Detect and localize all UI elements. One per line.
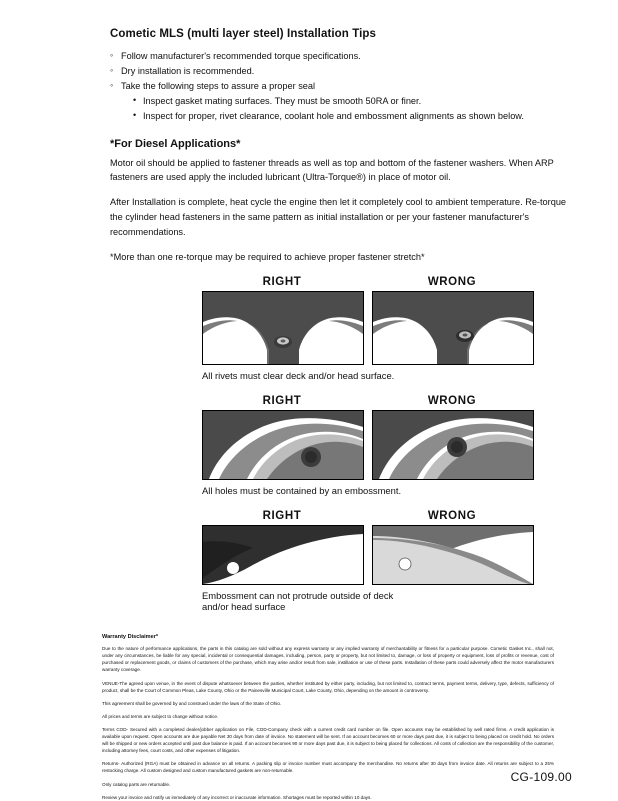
figure-right-rivets	[202, 276, 362, 365]
warranty-paragraph: Review your invoice and notify us immediately of any incorrect or inaccurate information. Shortages must be reported within 10 days.	[102, 794, 372, 800]
warranty-paragraph: Terms COD- Secured with a completed dealer/jobber application on File, COD-Company check with a current credit card number on file. Open accounts may be established by well rated firms. A credit application is available upon request. Open accounts are due payable Net 30 days from date of invoice. No statement will be sent. If an account becomes 60 or more days past due, it is subject to being placed on credit hold. No orders will be shipped or new orders accepted until past due balance is paid. If an account becomes 90 or more days past due, it is subject to being placed for collections. All costs of collection are the responsibility of the customer, including attorney fees, court costs, and other expenses of litigation.	[102, 726, 554, 754]
figure-row-rivets	[202, 276, 576, 365]
page-title: Cometic MLS (multi layer steel) Installation Tips	[110, 28, 377, 40]
figure-caption-protrusion: Embossment can not protrude outside of deck and/or head surface	[202, 590, 394, 613]
figure-image-wrong-rivets	[372, 291, 534, 365]
section-heading-diesel: *For Diesel Applications*	[110, 137, 241, 150]
figure-label-right: RIGHT	[262, 510, 302, 523]
figure-label-wrong: WRONG	[427, 510, 477, 523]
figure-wrong-protrusion	[372, 510, 532, 585]
figure-wrong-rivets	[372, 276, 532, 365]
figure-image-wrong-protrusion	[372, 525, 534, 585]
warranty-paragraph: Only catalog parts are returnable.	[102, 781, 171, 787]
list-item: ◦ Follow manufacturer's recommended torque specifications.	[110, 49, 576, 64]
paragraph-motor-oil: Motor oil should be applied to fastener threads as well as top and bottom of the fastener washers. When ARP fasteners are used apply the included lubricant (Ultra-Torque®) in place of motor oil.	[110, 157, 554, 183]
warranty-paragraph: All prices and terms are subject to change without notice.	[102, 713, 219, 719]
figure-caption-rivets: All rivets must clear deck and/or head surface.	[202, 370, 395, 382]
installation-sub-list	[121, 94, 576, 124]
figure-image-right-embossment	[202, 410, 364, 480]
figure-label-wrong: WRONG	[427, 395, 477, 408]
part-number: CG-109.00	[510, 770, 572, 784]
warranty-paragraph: VENUE-The agreed upon venue, in the event of dispute whatsoever between the parties, whether instituted by either party, including, but not limited to, contract terms, payment terms, delivery, type, defects, sufficiency of product, shall be the Court of Common Pleas, Lake County, Ohio or the Painesville Municipal Court, Lake County, Ohio, depending on the amount in controversy.	[102, 680, 554, 693]
figure-label-right: RIGHT	[262, 276, 302, 289]
warranty-heading: Warranty Disclaimer*	[102, 634, 159, 641]
paragraph-heat-cycle: After Installation is complete, heat cycle the engine then let it completely cool to ambient temperature. Re-torque the cylinder head fasteners in the same pattern as initial installation or per your fastener manufacturer's recommendations.	[110, 197, 567, 238]
figure-wrong-embossment	[372, 395, 532, 480]
figure-image-wrong-embossment	[372, 410, 534, 480]
figure-label-right: RIGHT	[262, 395, 302, 408]
warranty-paragraph: This agreement shall be governed by and construed under the laws of the State of Ohio.	[102, 700, 282, 706]
paragraph-retorque-note: *More than one re-torque may be required to achieve proper fastener stretch*	[110, 252, 425, 263]
list-item: • Inspect for proper, rivet clearance, coolant hole and embossment alignments as shown below.	[133, 109, 576, 124]
list-item	[110, 79, 576, 124]
figure-label-wrong: WRONG	[427, 276, 477, 289]
warranty-paragraph: Due to the nature of performance applications, the parts in this catalog are sold without any express warranty or any implied warranty of merchantability or fitness for a particular purpose. Cometic Gasket Inc., shall not, under any circumstances, be liable for any special, incidental or consequential damages, including, person, party or property, but not limited to, damage, or loss of property or equipment, loss of profits or revenue, cost of purchased or replacement goods, or claims of customers of the purchase, which may arise and/or result from sale, instillation or use of these parts. Installation of these parts could adversely affect the motor manufacturers warranty coverage.	[102, 646, 554, 673]
figure-group	[110, 276, 576, 612]
figure-image-right-rivets	[202, 291, 364, 365]
warranty-section	[102, 634, 554, 801]
list-item: ◦ Dry installation is recommended.	[110, 64, 576, 79]
figure-right-protrusion	[202, 510, 362, 585]
list-item-label: Take the following steps to assure a proper seal	[121, 80, 316, 91]
list-item: • Inspect gasket mating surfaces. They must be smooth 50RA or finer.	[133, 94, 576, 109]
figure-row-protrusion	[202, 510, 576, 585]
figure-right-embossment	[202, 395, 362, 480]
figure-row-embossment	[202, 395, 576, 480]
warranty-paragraph: Returns- Authorized (RGA) must be obtained in advance on all returns. A packing slip or invoice number must accompany the merchandise. No returns after 30 days from invoice date. All returns are subject to a 25% restocking charge. All custom designed and custom manufactured gaskets are non-returnable.	[102, 761, 554, 774]
figure-caption-embossment: All holes must be contained by an embossment.	[202, 485, 402, 497]
figure-image-right-protrusion	[202, 525, 364, 585]
installation-tips-list	[110, 49, 576, 124]
